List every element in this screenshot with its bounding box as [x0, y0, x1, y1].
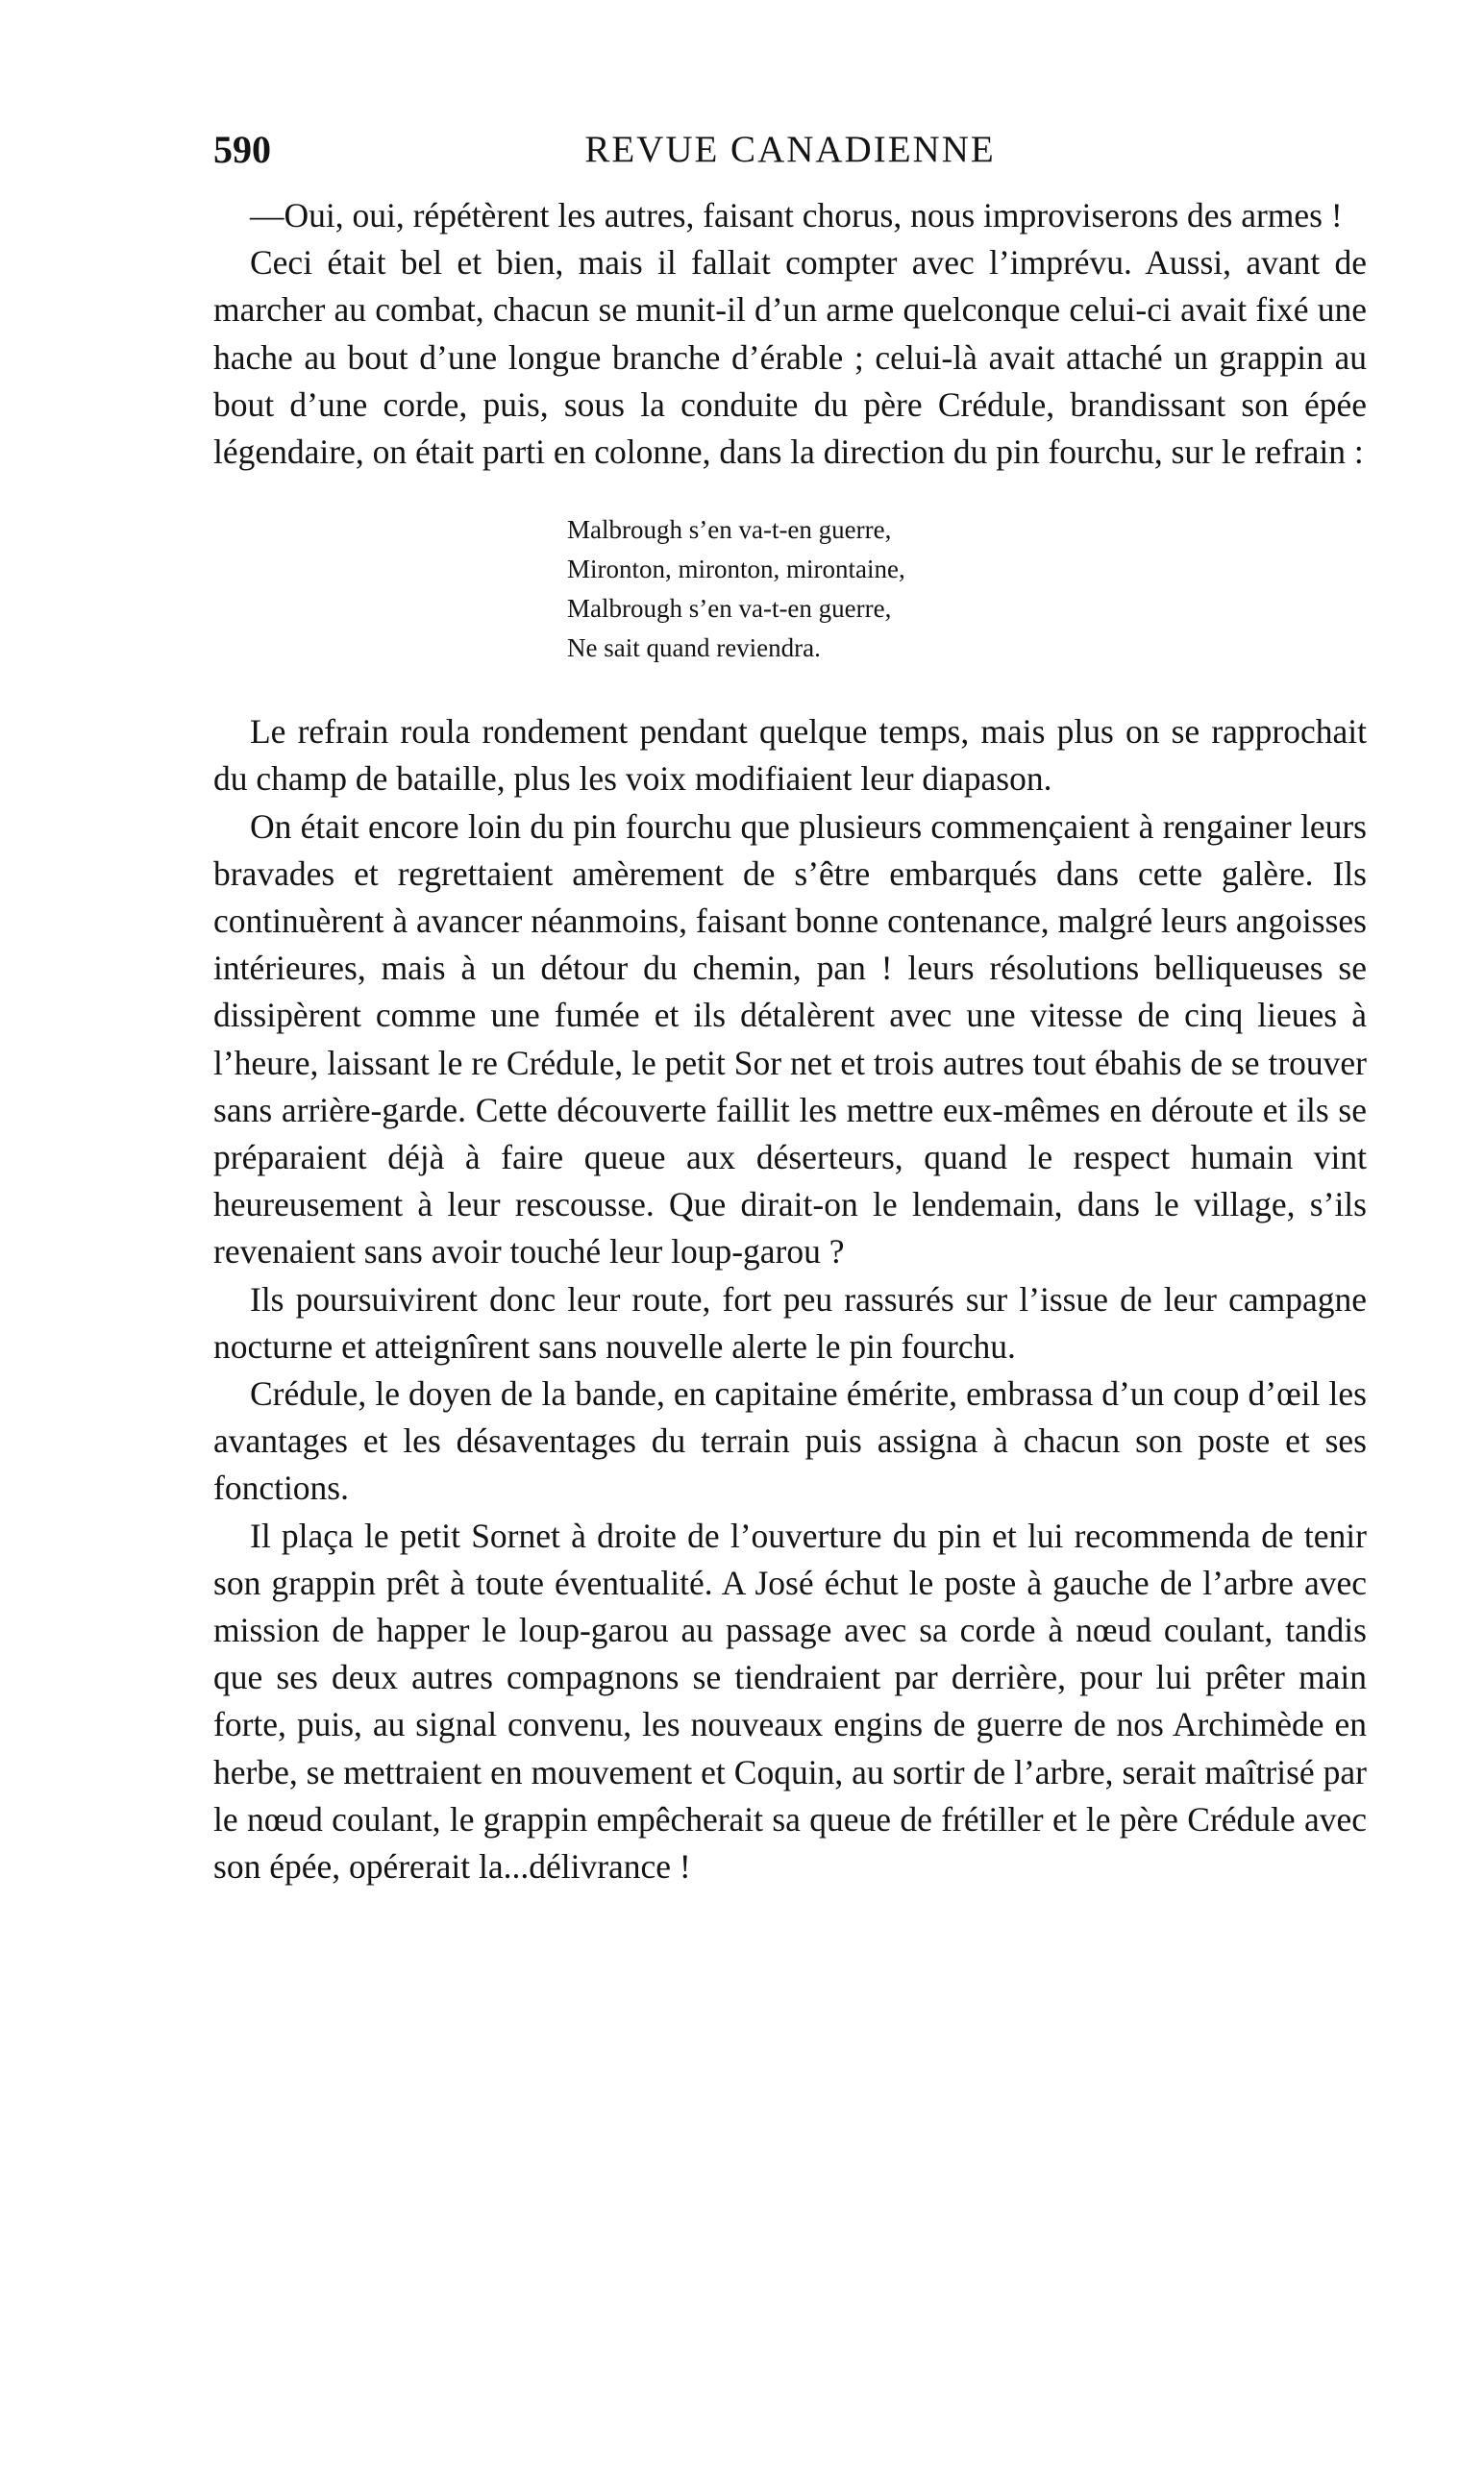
- verse-line: Ne sait quand reviendra.: [567, 633, 821, 663]
- paragraph: Il plaça le petit Sornet à droite de l’ouverture du pin et lui recommenda de tenir son grappin prêt à toute éventualité. A José échut le poste à gauche de l’arbre avec mission de happer le loup-garou au passage avec sa corde à nœud coulant, tandis que ses deux autres compagnons se tiendraient par derrière, pour lui prêter main forte, puis, au signal convenu, les nouveaux engins de guerre de nos Archimède en herbe, se mettraient en mouvement et Coquin, au sortir de l’arbre, serait maîtrisé par le nœud coulant, le grappin empêcherait sa queue de frétiller et le père Crédule avec son épée, opérerait la...délivrance !: [213, 1516, 1367, 1887]
- paragraph: —Oui, oui, répétèrent les autres, faisant chorus, nous improviserons des armes !: [250, 196, 1343, 235]
- paragraph: Crédule, le doyen de la bande, en capitaine émérite, embrassa d’un coup d’œil les avantages et les désaventages du terrain puis assigna à chacun son poste et ses fonctions.: [213, 1374, 1367, 1508]
- paragraph: On était encore loin du pin fourchu que plusieurs commençaient à rengainer leurs bravades et regrettaient amèrement de s’être embarqués dans cette galère. Ils continuèrent à avancer néanmoins, faisant bonne contenance, malgré leurs angoisses intérieures, mais à un détour du chemin, pan ! leurs résolutions belliqueuses se dissipèrent comme une fumée et ils détalèrent avec une vitesse de cinq lieues à l’heure, laissant le re Crédule, le petit Sor net et trois autres tout ébahis de se trouver sans arrière-garde. Cette découverte faillit les mettre eux-mêmes en déroute et ils se préparaient déjà à faire queue aux déserteurs, quand le respect humain vint heureusement à leur rescousse. Que dirait-on le lendemain, dans le village, s’ils revenaient sans avoir touché leur loup-garou ?: [213, 806, 1367, 1272]
- verse-line: Malbrough s’en va-t-en guerre,: [567, 515, 892, 545]
- page-header: [213, 121, 1367, 179]
- body-text: [213, 192, 1367, 1890]
- verse-line: Mironton, mironton, mirontaine,: [567, 555, 905, 584]
- paragraph: Ceci était bel et bien, mais il fallait compter avec l’imprévu. Aussi, avant de marcher au combat, chacun se munit-il d’un arme quelconque celui-ci avait fixé une hache au bout d’une longue branche d’érable ; celui-là avait attaché un grappin au bout d’une corde, puis, sous la conduite du père Crédule, brandissant son épée légendaire, on était parti en colonne, dans la direction du pin fourchu, sur le refrain :: [213, 243, 1367, 472]
- running-title: REVUE CANADIENNE: [584, 129, 996, 170]
- paragraph: Le refrain roula rondement pendant quelque temps, mais plus on se rapprochait du champ de bataille, plus les voix modifiaient leur diapason.: [213, 712, 1367, 799]
- verse-line: Malbrough s’en va-t-en guerre,: [567, 594, 892, 624]
- paragraph: Ils poursuivirent donc leur route, fort peu rassurés sur l’issue de leur campagne nocturne et atteignîrent sans nouvelle alerte le pin fourchu.: [213, 1279, 1367, 1366]
- page-number: 590: [213, 128, 271, 171]
- song-verse: [567, 510, 1367, 668]
